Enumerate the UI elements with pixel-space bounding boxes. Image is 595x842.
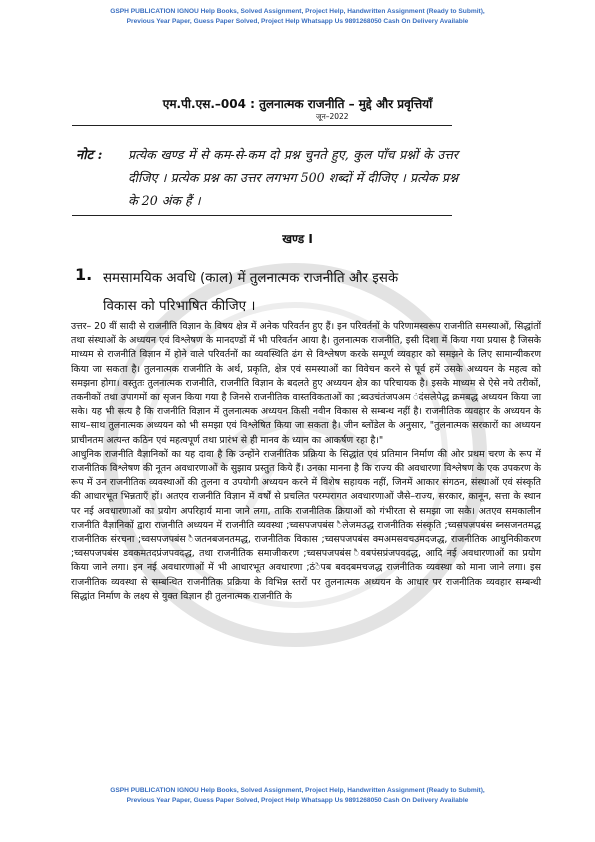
answer-body: [71, 320, 541, 604]
bottom-banner-line-2: Previous Year Paper, Guess Paper Solved, Project Help Whatsapp Us 9891268050 Cash On Delivery Available: [126, 797, 469, 804]
note-bottom-rule: [72, 215, 452, 216]
bottom-banner: [20, 786, 575, 806]
answer-paragraph-1: उत्तर– 20 वीं सादी से राजनीति विज्ञान के विषय क्षेत्र में अनेक परिवर्तन हुए हैं। इन परिवर्तनों के परिणामस्वरूप राजनीति समस्याओं, सिद्धांतों तथा संस्थाओं के अध्ययन एवं विश्लेषण के मानदण्डों में भी परिवर्तन आया है। तुलनात्मक राजनीति, इसी दिशा में किया गया प्रयास है जिसके माध्यम से राजनीति विज्ञान में होने वाले परिवर्तनों का व्यवस्थिति ढंग से विश्लेषण करके सम्पूर्ण व्यवहार को समझने के लिए सामान्यीकरण किया जा सकता है। तुलनात्मक राजनीति के अर्थ, प्रकृति, क्षेत्र एवं समस्याओं का विवेचन करने से पूर्व हमें उसके अध्ययन के महत्व को समझना होगा। वस्तुतः तुलनात्मक राजनीति, राजनीति विज्ञान के बदलते हुए अध्ययन क्षेत्र का परिचायक है। इसके माध्यम से ऐसे नये तरीकों, तकनीकों तथा उपागमों का सृजन किया गया है जिनसे राजनीतिक वास्तविकताओं का ;ब्वउचंतंजपअम ंदंसलेपेद्ध क्रमबद्ध अध्ययन किया जा सके। यह भी सत्य है कि राजनीति विज्ञान में तुलनात्मक अध्ययन किसी नवीन विकास से सम्बन्ध नहीं है। राजनीतिक व्यवहार के अध्ययन के साथ–साथ तुलनात्मक अध्ययन को भी समझा एवं विश्लेषित किया जा सकता है। जीन ब्लोंडेल के अनुसार, "तुलनात्मक सरकारों का अध्ययन प्राचीनतम अत्यन्त कठिन एवं महत्वपूर्ण तथा प्रारंभ से ही मानव के ध्यान का आकर्षण रहा है।": [71, 321, 541, 446]
answer-paragraph-2: आधुनिक राजनीति वैज्ञानिकों का यह दावा है कि उन्होंने राजनीतिक प्रक्रिया के सिद्धांत एवं प्रतिमान निर्माण की ओर प्रथम चरण के रूप में राजनीतिक विश्लेषण की नूतन अवधारणाओं के सुझाव प्रस्तुत किये हैं। उनका मानना है कि राज्य की अवधारणा विश्लेषण के एक उपकरण के रूप में उन राजनीतिक व्यवस्थाओं की तुलना व उपयोगी अध्ययन करने में विशेष सहायक नहीं, जिनमें आकार संगठन, संस्थाओं एवं संस्कृति की आधारभूत भिन्नताएँ हों। अतएव राजनीति विज्ञान में वर्षों से प्रचलित परम्परागत अवधारणाओं जैसे–राज्य, सरकार, कानून, सत्ता के स्थान पर नई अवधारणाओं का प्रयोग अपरिहार्य माना जाने लगा, ताकि राजनीतिक क्रियाओं को गंभीरता से समझा जा सके। अतएव समकालीन राजनीति वैज्ञानिकों द्वारा राजनीति अध्ययन में राजनीति व्यवस्था ;च्वसपजपबंस ैलेजमउद्ध राजनीतिक संस्कृति ;च्वसपजपबंस ब्नसजनतमद्ध राजनीतिक संरचना ;च्वसपजपबंस ैजतनबजनतमद्ध, राजनीतिक विकास ;च्वसपजपबंस क्मअमसवचउमदजद्ध, राजनीतिक आधुनिकीकरण ;च्वसपजपबंस डवकमतदप्रंजपवदद्ध, तथा राजनीतिक समाजीकरण ;च्वसपजपबंस ैवबपंसप्रंजपवदद्ध, आदि नई अवधारणाओं का प्रयोग किया जाने लगा। इन नई अवधारणाओं में भी आधारभूत अवधारणा ;ठंेपब बवदबमचजद्ध राजनीतिक व्यवस्था को माना जाने लगा। इस राजनीतिक व्यवस्था से सम्बन्धित राजनीतिक प्रक्रिया के विभिन्न स्तरों पर तुलनात्मक अध्ययन के आधार पर राजनीतिक व्यवहार सम्बन्धी सिद्धांत निर्माण के लक्ष्य से युक्त विज्ञान ही तुलनात्मक राजनीति के: [71, 448, 541, 602]
exam-date: जून–2022: [316, 112, 349, 121]
exam-title: एम.पी.एस.–004 : तुलनात्मक राजनीति – मुद्दे और प्रवृत्तियाँ: [162, 97, 433, 111]
section-title: खण्ड I: [282, 232, 313, 246]
top-banner-line-2: Previous Year Paper, Guess Paper Solved, Project Help Whatsapp Us 9891268050 Cash On Delivery Available: [126, 18, 469, 25]
bottom-banner-line-1: GSPH PUBLICATION IGNOU Help Books, Solved Assignment, Project Help, Handwritten Assignment (Ready to Submit),: [110, 787, 485, 794]
question-text: समसामयिक अवधि (काल) में तुलनात्मक राजनीति और इसके विकास को परिभाषित कीजिए ।: [103, 271, 399, 314]
note-text: प्रत्येक खण्ड में से कम-से-कम दो प्रश्न चुनते हुए, कुल पाँच प्रश्नों के उत्तर दीजिए । प्रत्येक प्रश्न का उत्तर लगभग 500 शब्दों में दीजिए । प्रत्येक प्रश्न के 20 अंक हैं ।: [128, 147, 458, 208]
note-top-rule: [72, 125, 452, 126]
question-number: 1.: [75, 265, 93, 284]
top-banner-line-1: GSPH PUBLICATION IGNOU Help Books, Solved Assignment, Project Help, Handwritten Assignment (Ready to Submit),: [110, 8, 485, 15]
note-label: नोट :: [76, 148, 103, 163]
top-banner: [20, 7, 575, 27]
